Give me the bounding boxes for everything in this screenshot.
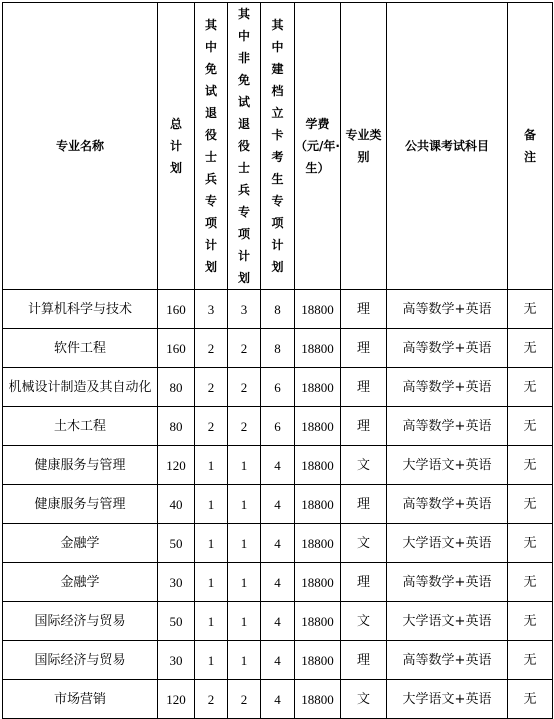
cell-remark: 无 bbox=[508, 407, 553, 446]
header-name: 专业名称 bbox=[3, 3, 158, 290]
cell-exempt: 2 bbox=[195, 368, 228, 407]
table-row bbox=[3, 524, 553, 563]
cell-subjects: 大学语文+英语 bbox=[387, 524, 508, 563]
cell-nonexempt: 3 bbox=[228, 290, 261, 329]
cell-fee: 18800 bbox=[295, 602, 341, 641]
cell-subjects: 高等数学+英语 bbox=[387, 563, 508, 602]
header-row bbox=[3, 3, 553, 290]
cell-remark: 无 bbox=[508, 485, 553, 524]
cell-remark: 无 bbox=[508, 602, 553, 641]
header-category: 专业类别 bbox=[341, 3, 387, 290]
cell-remark: 无 bbox=[508, 524, 553, 563]
table-row bbox=[3, 680, 553, 719]
cell-fee: 18800 bbox=[295, 368, 341, 407]
cell-total: 30 bbox=[158, 563, 195, 602]
cell-total: 160 bbox=[158, 329, 195, 368]
cell-total: 50 bbox=[158, 602, 195, 641]
table-row bbox=[3, 485, 553, 524]
table-row bbox=[3, 329, 553, 368]
cell-fee: 18800 bbox=[295, 563, 341, 602]
header-subjects: 公共课考试科目 bbox=[387, 3, 508, 290]
cell-poverty: 6 bbox=[261, 407, 295, 446]
cell-category: 理 bbox=[341, 329, 387, 368]
cell-category: 理 bbox=[341, 368, 387, 407]
cell-subjects: 大学语文+英语 bbox=[387, 446, 508, 485]
cell-poverty: 4 bbox=[261, 641, 295, 680]
cell-subjects: 高等数学+英语 bbox=[387, 368, 508, 407]
cell-subjects: 大学语文+英语 bbox=[387, 602, 508, 641]
cell-exempt: 2 bbox=[195, 680, 228, 719]
header-poverty-plan: 其中建档立卡考生专项计划 bbox=[261, 3, 295, 290]
cell-fee: 18800 bbox=[295, 485, 341, 524]
cell-name: 软件工程 bbox=[3, 329, 158, 368]
table-row bbox=[3, 446, 553, 485]
cell-subjects: 大学语文+英语 bbox=[387, 680, 508, 719]
cell-name: 国际经济与贸易 bbox=[3, 602, 158, 641]
table-row bbox=[3, 290, 553, 329]
cell-poverty: 4 bbox=[261, 680, 295, 719]
cell-remark: 无 bbox=[508, 290, 553, 329]
cell-nonexempt: 1 bbox=[228, 602, 261, 641]
cell-poverty: 4 bbox=[261, 485, 295, 524]
cell-nonexempt: 1 bbox=[228, 563, 261, 602]
cell-exempt: 2 bbox=[195, 329, 228, 368]
cell-exempt: 1 bbox=[195, 563, 228, 602]
cell-fee: 18800 bbox=[295, 680, 341, 719]
cell-category: 理 bbox=[341, 641, 387, 680]
cell-name: 金融学 bbox=[3, 524, 158, 563]
cell-exempt: 1 bbox=[195, 485, 228, 524]
cell-exempt: 2 bbox=[195, 407, 228, 446]
cell-total: 50 bbox=[158, 524, 195, 563]
header-exempt-veteran: 其中免试退役士兵专项计划 bbox=[195, 3, 228, 290]
cell-total: 30 bbox=[158, 641, 195, 680]
cell-name: 土木工程 bbox=[3, 407, 158, 446]
cell-poverty: 8 bbox=[261, 290, 295, 329]
header-total: 总计划 bbox=[158, 3, 195, 290]
cell-name: 健康服务与管理 bbox=[3, 485, 158, 524]
cell-remark: 无 bbox=[508, 641, 553, 680]
cell-exempt: 1 bbox=[195, 641, 228, 680]
table-row bbox=[3, 563, 553, 602]
cell-remark: 无 bbox=[508, 329, 553, 368]
cell-category: 文 bbox=[341, 602, 387, 641]
cell-name: 健康服务与管理 bbox=[3, 446, 158, 485]
cell-exempt: 1 bbox=[195, 524, 228, 563]
table-row bbox=[3, 407, 553, 446]
table-row bbox=[3, 641, 553, 680]
header-remark: 备注 bbox=[508, 3, 553, 290]
cell-total: 120 bbox=[158, 446, 195, 485]
cell-exempt: 1 bbox=[195, 602, 228, 641]
cell-subjects: 高等数学+英语 bbox=[387, 329, 508, 368]
cell-poverty: 8 bbox=[261, 329, 295, 368]
cell-nonexempt: 2 bbox=[228, 368, 261, 407]
cell-fee: 18800 bbox=[295, 641, 341, 680]
cell-category: 理 bbox=[341, 485, 387, 524]
cell-nonexempt: 2 bbox=[228, 680, 261, 719]
cell-total: 80 bbox=[158, 407, 195, 446]
cell-nonexempt: 2 bbox=[228, 407, 261, 446]
cell-subjects: 高等数学+英语 bbox=[387, 407, 508, 446]
cell-exempt: 1 bbox=[195, 446, 228, 485]
header-nonexempt-veteran: 其中非免试退役士兵专项计划 bbox=[228, 3, 261, 290]
table-row bbox=[3, 602, 553, 641]
cell-nonexempt: 1 bbox=[228, 641, 261, 680]
cell-nonexempt: 2 bbox=[228, 329, 261, 368]
cell-remark: 无 bbox=[508, 368, 553, 407]
header-fee: 学费（元/年·生） bbox=[295, 3, 341, 290]
cell-remark: 无 bbox=[508, 446, 553, 485]
cell-nonexempt: 1 bbox=[228, 446, 261, 485]
cell-category: 文 bbox=[341, 446, 387, 485]
cell-category: 文 bbox=[341, 680, 387, 719]
cell-exempt: 3 bbox=[195, 290, 228, 329]
cell-name: 国际经济与贸易 bbox=[3, 641, 158, 680]
cell-poverty: 4 bbox=[261, 563, 295, 602]
cell-category: 理 bbox=[341, 563, 387, 602]
cell-name: 金融学 bbox=[3, 563, 158, 602]
table-body bbox=[3, 290, 553, 719]
cell-remark: 无 bbox=[508, 680, 553, 719]
cell-total: 160 bbox=[158, 290, 195, 329]
cell-total: 120 bbox=[158, 680, 195, 719]
cell-nonexempt: 1 bbox=[228, 524, 261, 563]
cell-poverty: 4 bbox=[261, 524, 295, 563]
enrollment-plan-table bbox=[2, 2, 553, 719]
cell-name: 计算机科学与技术 bbox=[3, 290, 158, 329]
cell-total: 80 bbox=[158, 368, 195, 407]
cell-fee: 18800 bbox=[295, 329, 341, 368]
cell-fee: 18800 bbox=[295, 524, 341, 563]
cell-poverty: 4 bbox=[261, 602, 295, 641]
cell-subjects: 高等数学+英语 bbox=[387, 641, 508, 680]
cell-category: 理 bbox=[341, 290, 387, 329]
cell-remark: 无 bbox=[508, 563, 553, 602]
cell-fee: 18800 bbox=[295, 407, 341, 446]
cell-total: 40 bbox=[158, 485, 195, 524]
cell-fee: 18800 bbox=[295, 446, 341, 485]
cell-poverty: 6 bbox=[261, 368, 295, 407]
cell-name: 机械设计制造及其自动化 bbox=[3, 368, 158, 407]
cell-nonexempt: 1 bbox=[228, 485, 261, 524]
cell-subjects: 高等数学+英语 bbox=[387, 485, 508, 524]
cell-name: 市场营销 bbox=[3, 680, 158, 719]
cell-category: 文 bbox=[341, 524, 387, 563]
cell-category: 理 bbox=[341, 407, 387, 446]
cell-subjects: 高等数学+英语 bbox=[387, 290, 508, 329]
cell-poverty: 4 bbox=[261, 446, 295, 485]
table-row bbox=[3, 368, 553, 407]
cell-fee: 18800 bbox=[295, 290, 341, 329]
